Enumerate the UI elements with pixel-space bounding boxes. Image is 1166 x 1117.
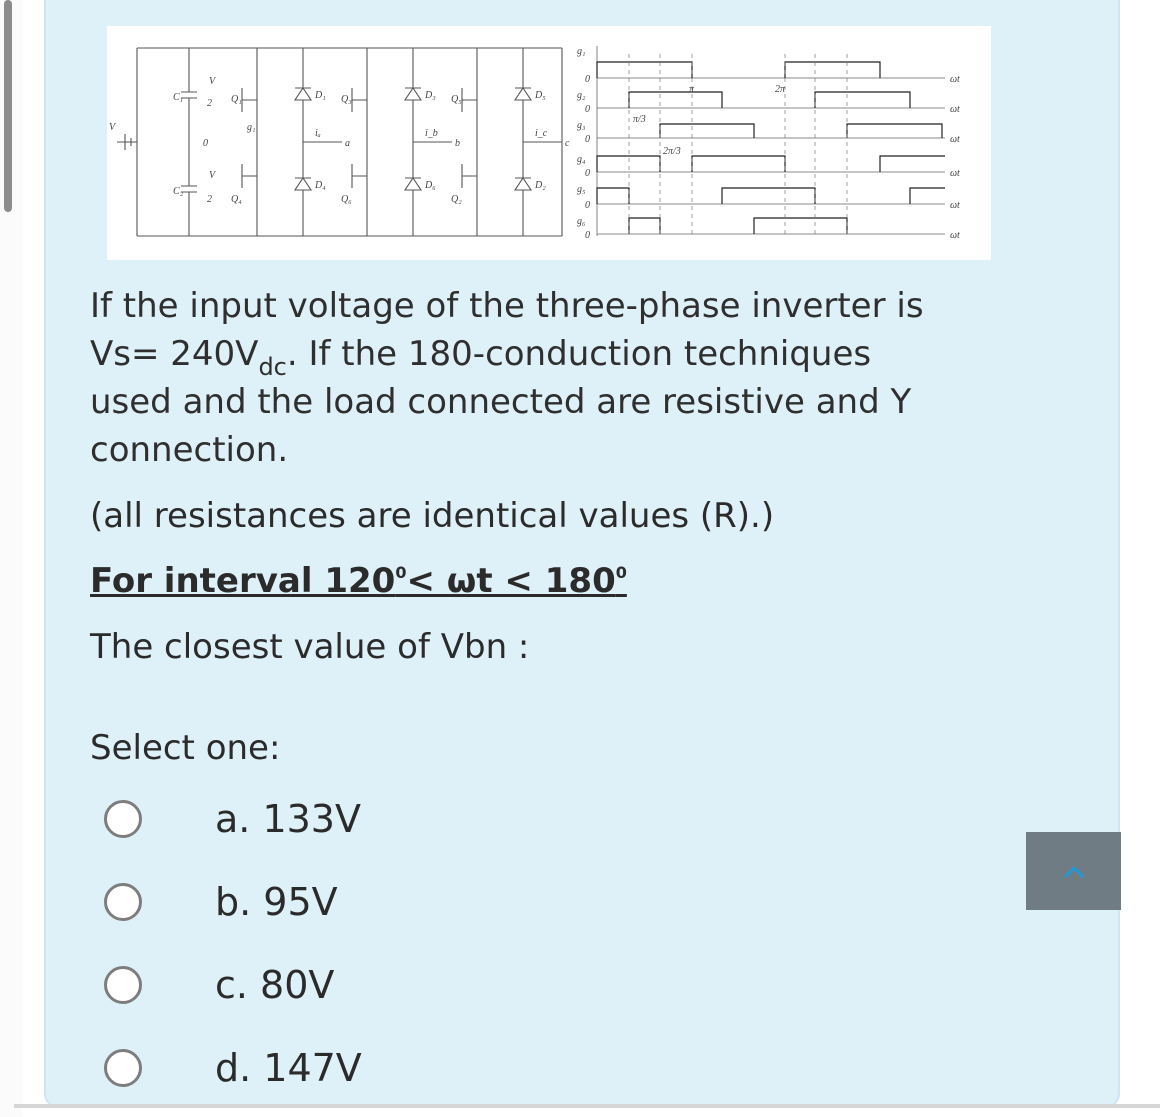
svg-text:0: 0 <box>203 138 208 149</box>
svg-text:Q₁: Q₁ <box>231 94 242 105</box>
svg-text:D₂: D₂ <box>535 180 546 191</box>
svg-text:0: 0 <box>585 168 590 179</box>
svg-text:C₁: C₁ <box>173 92 184 103</box>
svg-text:0: 0 <box>585 200 590 211</box>
svg-text:D₃: D₃ <box>425 90 436 101</box>
question-text <box>90 282 1010 474</box>
svg-text:π: π <box>689 84 695 95</box>
option-a-label[interactable]: a. 133V <box>215 797 361 841</box>
svg-text:2π: 2π <box>775 84 786 95</box>
inverter-figure <box>107 26 991 260</box>
svg-text:V: V <box>109 122 116 133</box>
svg-text:C₂: C₂ <box>173 186 184 197</box>
scrollbar-thumb[interactable] <box>4 0 12 212</box>
radio-button-d[interactable] <box>104 1049 142 1087</box>
svg-text:a: a <box>345 138 350 149</box>
conduction-text: . If the 180-conduction techniques <box>286 334 872 374</box>
svg-text:g₂: g₂ <box>577 90 586 101</box>
radio-button-b[interactable] <box>104 883 142 921</box>
circuit-labels <box>109 76 570 205</box>
bottom-divider <box>14 1104 1160 1108</box>
svg-text:ωt: ωt <box>950 74 960 85</box>
svg-text:i_b: i_b <box>425 128 438 139</box>
question-line-1: If the input voltage of the three-phase inverter is <box>90 286 924 326</box>
svg-text:c: c <box>565 138 570 149</box>
option-b-label[interactable]: b. 95V <box>215 880 338 924</box>
svg-text:D₅: D₅ <box>535 90 546 101</box>
question-line-3: used and the load connected are resistive and Y <box>90 382 912 422</box>
svg-text:D₁: D₁ <box>315 90 326 101</box>
svg-text:Q₅: Q₅ <box>451 94 462 105</box>
radio-button-c[interactable] <box>104 966 142 1004</box>
svg-text:i_c: i_c <box>535 128 548 139</box>
svg-text:g₁: g₁ <box>247 122 256 133</box>
svg-text:Q₄: Q₄ <box>231 194 242 205</box>
svg-text:g₄: g₄ <box>577 154 586 165</box>
chevron-up-icon <box>1062 863 1086 879</box>
svg-text:π/3: π/3 <box>633 114 646 125</box>
question-prompt: The closest value of Vbn : <box>90 627 530 667</box>
svg-text:Q₆: Q₆ <box>341 194 352 205</box>
option-d[interactable] <box>104 1044 362 1092</box>
option-b[interactable] <box>104 878 338 926</box>
svg-text:2: 2 <box>207 98 212 109</box>
radio-button-a[interactable] <box>104 800 142 838</box>
interval-heading: For interval $120^0< \omega t < 180^0$ <box>90 561 627 601</box>
svg-text:V: V <box>209 76 216 87</box>
svg-text:Q₂: Q₂ <box>451 194 462 205</box>
back-to-top-button[interactable] <box>1026 832 1121 910</box>
svg-text:V: V <box>209 170 216 181</box>
svg-text:2π/3: 2π/3 <box>663 146 681 157</box>
inverter-circuit-diagram <box>117 48 562 236</box>
question-line-2 <box>90 330 1010 381</box>
svg-text:0: 0 <box>585 74 590 85</box>
svg-text:b: b <box>455 138 460 149</box>
svg-text:g₅: g₅ <box>577 184 586 195</box>
svg-text:ωt: ωt <box>950 134 960 145</box>
svg-text:g₃: g₃ <box>577 120 586 131</box>
question-line-4: connection. <box>90 430 289 470</box>
option-a[interactable] <box>104 795 361 843</box>
select-one-label: Select one: <box>90 728 281 768</box>
gate-waveforms <box>597 46 945 236</box>
svg-text:0: 0 <box>585 230 590 241</box>
svg-text:ωt: ωt <box>950 200 960 211</box>
svg-text:D₄: D₄ <box>315 180 326 191</box>
voltage-subscript: dc <box>258 353 287 381</box>
svg-text:ωt: ωt <box>950 168 960 179</box>
svg-text:0: 0 <box>585 104 590 115</box>
svg-text:2: 2 <box>207 194 212 205</box>
option-d-label[interactable]: d. 147V <box>215 1046 362 1090</box>
option-c-label[interactable]: c. 80V <box>215 963 335 1007</box>
svg-text:0: 0 <box>585 134 590 145</box>
svg-text:ωt: ωt <box>950 104 960 115</box>
svg-text:g₁: g₁ <box>577 46 586 57</box>
waveform-labels <box>577 46 960 241</box>
svg-text:g₆: g₆ <box>577 216 586 227</box>
svg-text:Q₃: Q₃ <box>341 94 352 105</box>
resistance-note: (all resistances are identical values (R).) <box>90 496 775 536</box>
svg-text:D₆: D₆ <box>425 180 436 191</box>
svg-text:ωt: ωt <box>950 230 960 241</box>
option-c[interactable] <box>104 961 335 1009</box>
svg-text:iₐ: iₐ <box>315 128 321 139</box>
voltage-value: Vs= 240V <box>90 334 259 374</box>
